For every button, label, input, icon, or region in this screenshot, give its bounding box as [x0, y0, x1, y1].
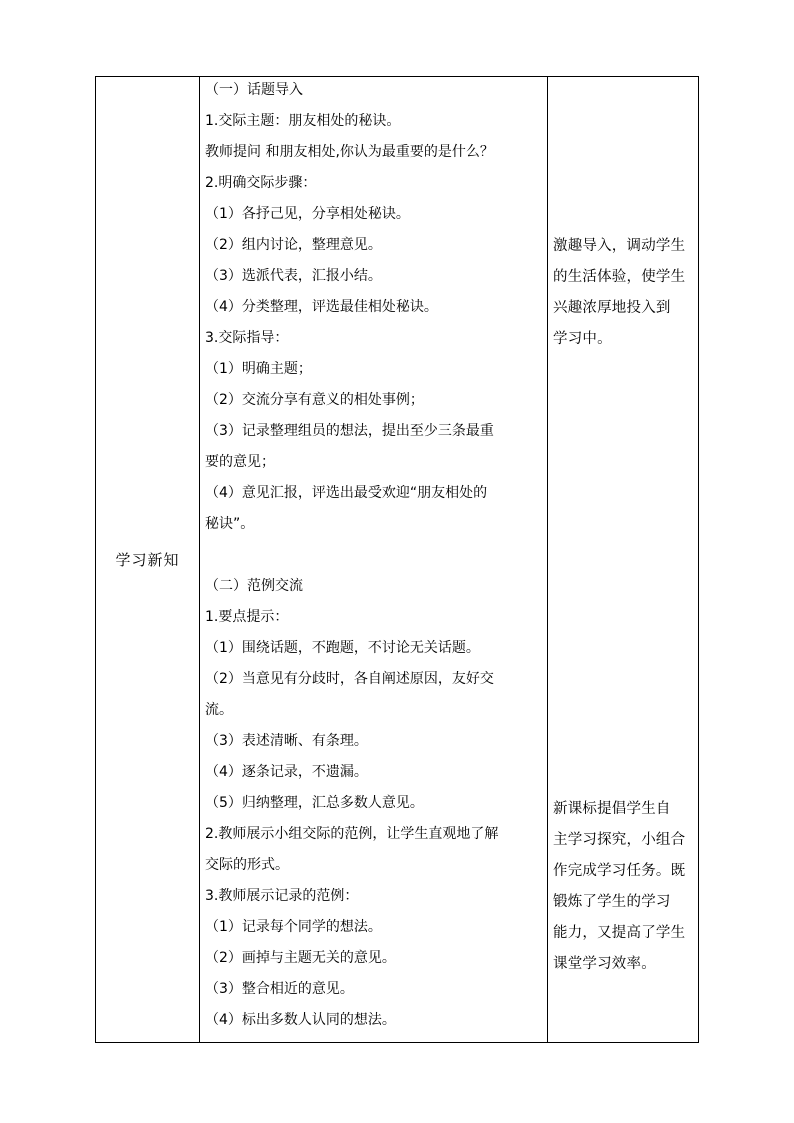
- row-label: [96, 77, 199, 1042]
- content-line: （一）话题导入: [205, 82, 303, 98]
- note-line: 新课标提倡学生自: [553, 801, 671, 817]
- content-line: （3）选派代表，汇报小结。: [205, 268, 382, 284]
- content-line: （4）分类整理，评选最佳相处秘诀。: [205, 299, 438, 315]
- row-label-text: 学习新知: [115, 551, 180, 569]
- content-line: （2）画掉与主题无关的意见。: [205, 950, 396, 966]
- content-line: （3）整合相近的意见。: [205, 981, 354, 997]
- content-line: 1.要点提示：: [205, 609, 289, 625]
- column-divider: [199, 77, 200, 1042]
- note-line: 锻炼了学生的学习: [553, 894, 671, 910]
- content-line: 3.教师展示记录的范例：: [205, 888, 359, 904]
- content-line: （1）明确主题；: [205, 361, 312, 377]
- content-line: （1）各抒己见，分享相处秘诀。: [205, 206, 410, 222]
- content-line: （3）表述清晰、有条理。: [205, 733, 368, 749]
- content-line: 秘诀”。: [205, 516, 255, 532]
- content-line: （3）记录整理组员的想法，提出至少三条最重: [205, 423, 494, 439]
- content-line: （2）当意见有分歧时，各自阐述原因，友好交: [205, 671, 494, 687]
- content-line: 要的意见；: [205, 454, 275, 470]
- content-line: （4）意见汇报，评选出最受欢迎“朋友相处的: [205, 485, 488, 501]
- content-line: 2.明确交际步骤：: [205, 175, 317, 191]
- content-line: （4）标出多数人认同的想法。: [205, 1012, 396, 1028]
- content-line: 2.教师展示小组交际的范例，让学生直观地了解: [205, 826, 499, 842]
- content-line: （1）记录每个同学的想法。: [205, 919, 382, 935]
- content-line: 3.交际指导：: [205, 330, 289, 346]
- note-line: 主学习探究，小组合: [553, 832, 686, 848]
- content-line: （2）组内讨论，整理意见。: [205, 237, 382, 253]
- note-line: 学习中。: [553, 331, 612, 347]
- content-line: 教师提问 和朋友相处,你认为最重要的是什么？: [205, 144, 494, 160]
- note-line: 的生活体验，使学生: [553, 269, 686, 285]
- content-line: 1.交际主题：朋友相处的秘诀。: [205, 113, 401, 129]
- content-line: 流。: [205, 702, 233, 718]
- note-line: 兴趣浓厚地投入到: [553, 300, 671, 316]
- content-line: （5）归纳整理，汇总多数人意见。: [205, 795, 424, 811]
- content-line: （1）围绕话题，不跑题，不讨论无关话题。: [205, 640, 480, 656]
- content-line: （4）逐条记录，不遗漏。: [205, 764, 368, 780]
- content-line: （2）交流分享有意义的相处事例；: [205, 392, 424, 408]
- note-line: 能力，又提高了学生: [553, 925, 686, 941]
- lesson-table: [95, 76, 699, 1043]
- column-divider: [547, 77, 548, 1042]
- note-line: 激趣导入，调动学生: [553, 238, 686, 254]
- content-line: 交际的形式。: [205, 857, 289, 873]
- note-line: 作完成学习任务。既: [553, 863, 686, 879]
- note-line: 课堂学习效率。: [553, 956, 656, 972]
- content-line: （二）范例交流: [205, 578, 303, 594]
